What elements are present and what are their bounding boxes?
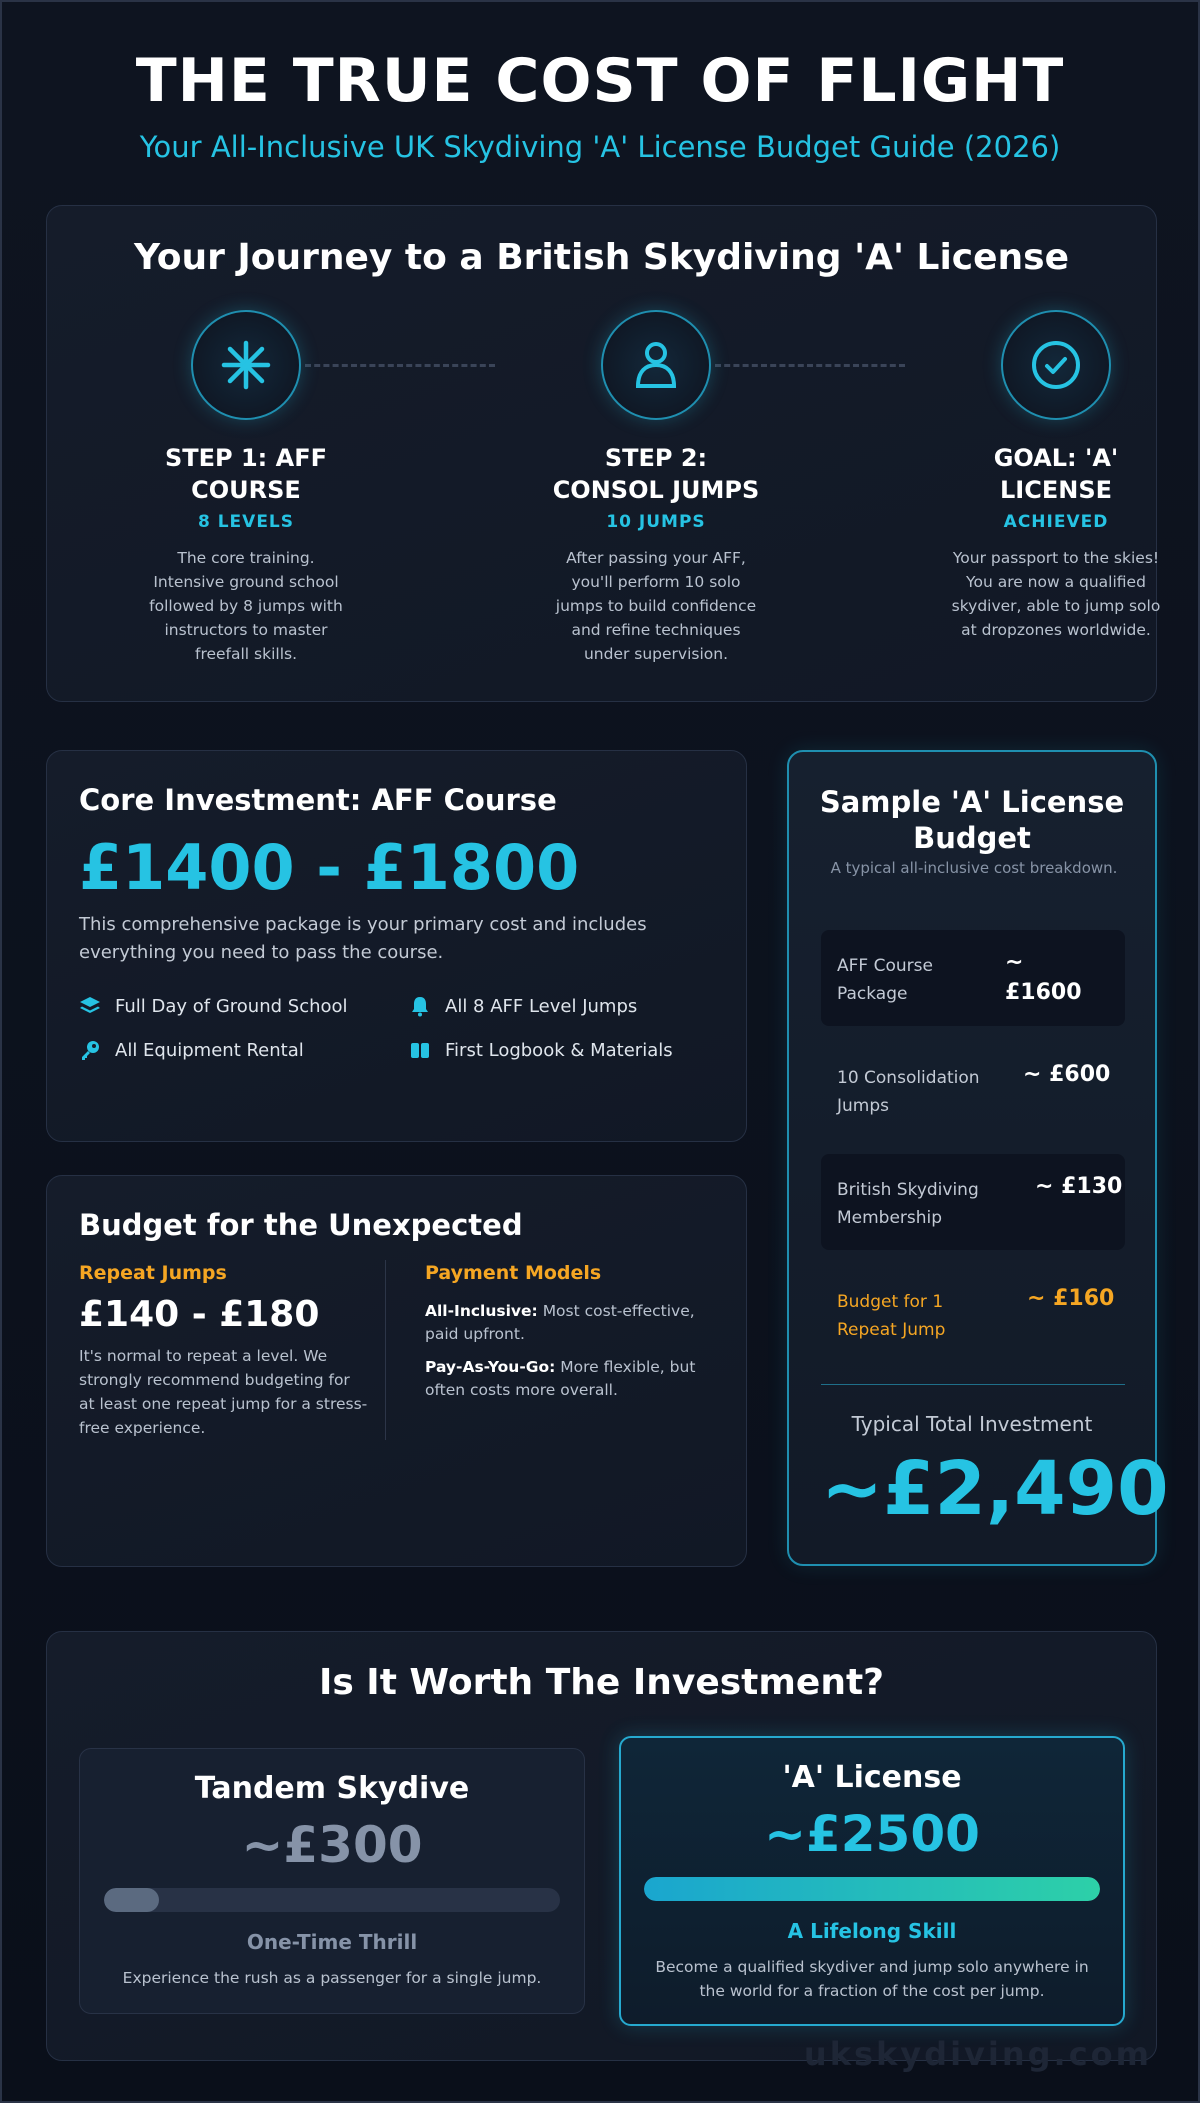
payment-model-item (425, 1356, 715, 1402)
step-description: Your passport to the skies! You are now a qualified skydiver, able to jump solo at dropzones worldwide. (951, 549, 1161, 639)
journey-card (46, 205, 1161, 702)
budget-row-value: ~ £160 (1027, 1286, 1115, 1311)
comparison-title: Is It Worth The Investment? (318, 1662, 885, 1703)
budget-row (821, 1154, 1125, 1250)
key-icon (79, 1039, 101, 1061)
budget-row-value: ~ £600 (1023, 1062, 1111, 1087)
step-description: After passing your AFF, you'll perform 10 solo jumps to build confidence and refine techniques under supervision. (555, 549, 757, 663)
journey-steps (47, 310, 1161, 700)
check-circle-icon (1001, 310, 1111, 420)
value-bar-fill (644, 1877, 1100, 1901)
step-subtitle: 8 LEVELS (197, 512, 295, 532)
budget-row-label: 10 Consolidation Jumps (837, 1068, 980, 1116)
header (2, 2, 1198, 164)
journey-step-consol (551, 310, 761, 666)
payment-model-name: Pay-As-You-Go: (425, 1358, 556, 1376)
payment-model-item (425, 1300, 715, 1346)
total-value: ~£2,490 (821, 1446, 1169, 1532)
budget-row-value: ~ £130 (1035, 1174, 1123, 1199)
value-bar-fill (104, 1888, 159, 1912)
option-price: ~£300 (241, 1816, 423, 1874)
budget-divider (821, 1384, 1125, 1385)
budget-subtitle: A typical all-inclusive cost breakdown. (830, 859, 1118, 877)
sample-budget-card (787, 750, 1169, 1566)
budget-row-value: ~ £1600 (1005, 950, 1082, 1005)
budget-row (821, 1266, 1125, 1362)
step-subtitle: 10 JUMPS (606, 512, 706, 532)
feature-label: All 8 AFF Level Jumps (445, 995, 638, 1017)
repeat-jumps-text: It's normal to repeat a level. We strongly recommend budgeting for at least one repeat jump for a stress-free experience. (79, 1347, 368, 1437)
journey-step-aff (141, 310, 351, 666)
core-price: £1400 - £1800 (79, 831, 580, 904)
option-description: Become a qualified skydiver and jump solo anywhere in the world for a fraction of the cost per jump. (655, 1958, 1089, 2000)
book-icon (409, 1039, 431, 1061)
total-label: Typical Total Investment (851, 1412, 1093, 1436)
option-name: Tandem Skydive (194, 1771, 470, 1806)
value-bar (644, 1877, 1100, 1901)
page-subtitle: Your All-Inclusive UK Skydiving 'A' License Budget Guide (2026) (139, 130, 1061, 164)
unexpected-title: Budget for the Unexpected (79, 1208, 523, 1242)
journey-step-license (951, 310, 1161, 642)
tandem-option (79, 1748, 585, 2014)
journey-title: Your Journey to a British Skydiving 'A' License (133, 237, 1070, 278)
feature-item (79, 1039, 304, 1061)
option-tag: One-Time Thrill (246, 1930, 418, 1954)
budget-row-label: Budget for 1 Repeat Jump (837, 1292, 946, 1340)
step-description: The core training. Intensive ground school followed by 8 jumps with instructors to master freefall skills. (149, 549, 343, 663)
payment-model-name: All-Inclusive: (425, 1302, 538, 1320)
person-icon (601, 310, 711, 420)
watermark: ukskydiving.com (803, 2035, 1152, 2073)
budget-title: Sample 'A' License Budget (819, 785, 1125, 855)
step-subtitle: ACHIEVED (1003, 512, 1109, 532)
payment-models-title: Payment Models (425, 1262, 602, 1284)
budget-row (821, 930, 1125, 1026)
step-title: STEP 1: AFF COURSE (164, 444, 327, 504)
payment-model-text: More flexible, but often costs more overall. (425, 1358, 696, 1399)
core-description: This comprehensive package is your primary cost and includes everything you need to pass the course. (79, 914, 647, 963)
option-name: 'A' License (782, 1760, 962, 1795)
option-description: Experience the rush as a passenger for a single jump. (122, 1969, 542, 1987)
budget-row-label: British Skydiving Membership (837, 1180, 979, 1228)
parachute-icon (191, 310, 301, 420)
bell-icon (409, 995, 431, 1017)
feature-label: Full Day of Ground School (115, 995, 348, 1017)
budget-row-label: AFF Course Package (837, 956, 933, 1004)
unexpected-costs-card (46, 1175, 747, 1567)
repeat-jumps-price: £140 - £180 (79, 1294, 320, 1335)
step-title: GOAL: 'A' LICENSE (993, 444, 1119, 504)
page-title: THE TRUE COST OF FLIGHT (135, 46, 1065, 116)
payment-model-text: Most cost-effective, paid upfront. (425, 1302, 695, 1343)
option-tag: A Lifelong Skill (787, 1919, 957, 1943)
value-bar (104, 1888, 560, 1912)
layers-icon (79, 995, 101, 1017)
feature-label: All Equipment Rental (115, 1039, 304, 1061)
feature-item (409, 995, 637, 1017)
core-investment-card (46, 750, 747, 1142)
license-option (619, 1736, 1125, 2026)
column-divider (385, 1260, 386, 1440)
comparison-card (46, 1631, 1157, 2061)
repeat-jumps-title: Repeat Jumps (79, 1262, 227, 1284)
feature-item (79, 995, 348, 1017)
budget-row (821, 1042, 1125, 1138)
core-title: Core Investment: AFF Course (79, 783, 557, 817)
feature-item (409, 1039, 673, 1061)
step-title: STEP 2: CONSOL JUMPS (552, 444, 760, 504)
feature-label: First Logbook & Materials (445, 1039, 673, 1061)
option-price: ~£2500 (764, 1805, 980, 1863)
